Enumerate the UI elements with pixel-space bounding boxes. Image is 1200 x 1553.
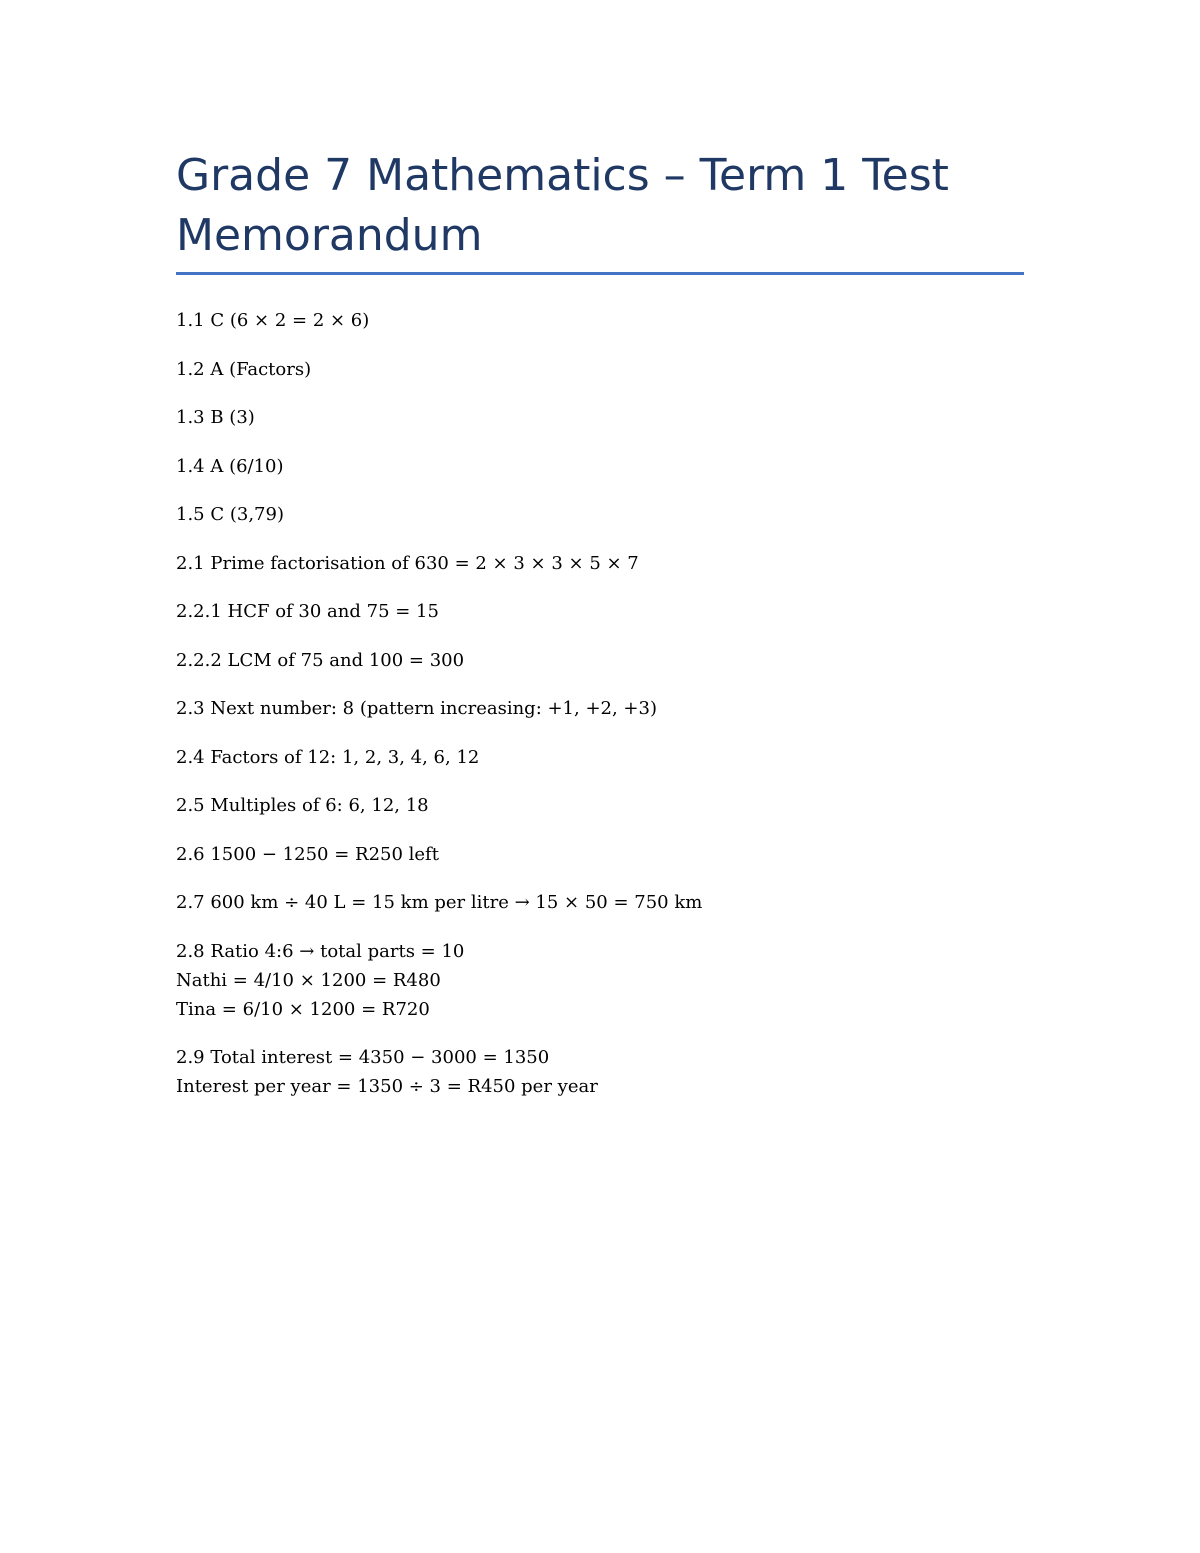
- answer-block: [176, 549, 1024, 578]
- answer-line: 1.1 C (6 × 2 = 2 × 6): [176, 310, 370, 331]
- answer-line: 2.3 Next number: 8 (pattern increasing: +1, +2, +3): [176, 698, 657, 719]
- answer-block: [176, 791, 1024, 820]
- title-line-1: Grade 7 Mathematics – Term 1 Test: [176, 150, 949, 201]
- answer-block: [176, 888, 1024, 917]
- answer-continuation-line: Interest per year = 1350 ÷ 3 = R450 per year: [176, 1076, 598, 1097]
- answer-block: [176, 1043, 1024, 1101]
- answer-list: [176, 306, 1024, 1121]
- answer-line: 2.9 Total interest = 4350 − 3000 = 1350: [176, 1047, 550, 1068]
- answer-block: [176, 840, 1024, 869]
- answer-line: 1.4 A (6/10): [176, 455, 284, 477]
- answer-line: 2.4 Factors of 12: 1, 2, 3, 4, 6, 12: [176, 746, 480, 768]
- answer-line: 1.3 B (3): [176, 407, 255, 428]
- answer-continuation-line: Tina = 6/10 × 1200 = R720: [176, 998, 430, 1020]
- answer-line: 2.5 Multiples of 6: 6, 12, 18: [176, 795, 429, 816]
- answer-block: [176, 743, 1024, 772]
- answer-continuation-line: Nathi = 4/10 × 1200 = R480: [176, 969, 441, 991]
- answer-line: 2.7 600 km ÷ 40 L = 15 km per litre → 15 × 50 = 750 km: [176, 892, 703, 913]
- answer-line: 2.2.2 LCM of 75 and 100 = 300: [176, 649, 465, 671]
- answer-block: [176, 597, 1024, 626]
- answer-line: 1.5 C (3,79): [176, 504, 284, 525]
- answer-block: [176, 452, 1024, 481]
- answer-line: 2.8 Ratio 4:6 → total parts = 10: [176, 940, 465, 962]
- answer-block: [176, 937, 1024, 1024]
- title-underline: [176, 272, 1024, 275]
- answer-line: 1.2 A (Factors): [176, 358, 312, 380]
- document-title: [176, 146, 1024, 266]
- answer-block: [176, 355, 1024, 384]
- answer-line: 2.6 1500 − 1250 = R250 left: [176, 843, 439, 865]
- answer-line: 2.1 Prime factorisation of 630 = 2 × 3 × 3 × 5 × 7: [176, 552, 639, 574]
- answer-block: [176, 403, 1024, 432]
- answer-line: 2.2.1 HCF of 30 and 75 = 15: [176, 601, 439, 622]
- answer-block: [176, 306, 1024, 335]
- title-line-2: Memorandum: [176, 210, 483, 261]
- answer-block: [176, 646, 1024, 675]
- answer-block: [176, 500, 1024, 529]
- answer-block: [176, 694, 1024, 723]
